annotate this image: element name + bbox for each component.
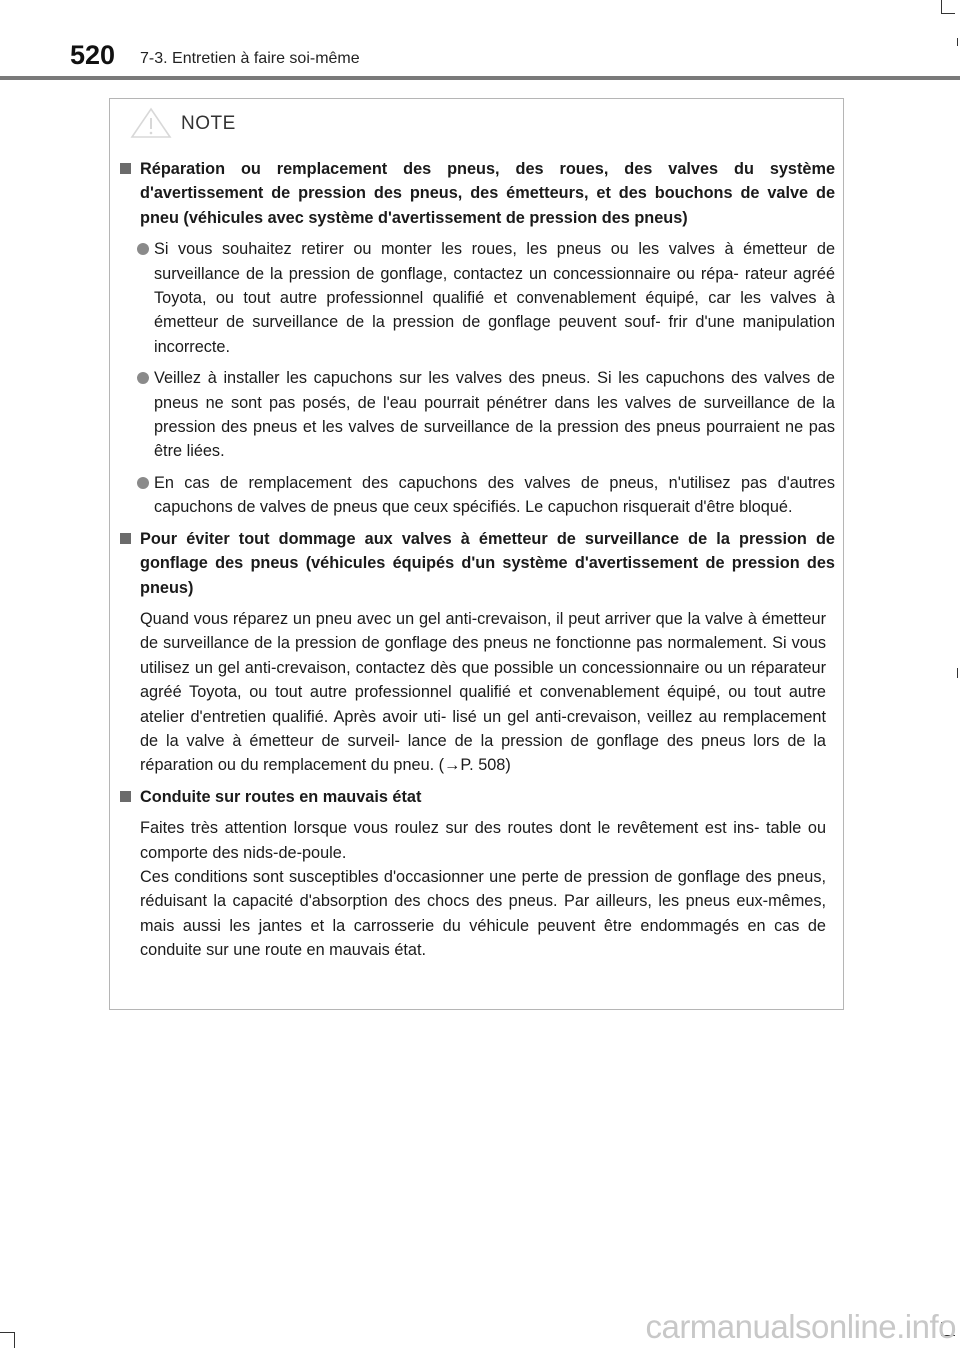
square-bullet-icon [120, 533, 131, 544]
page-number: 520 [70, 40, 116, 70]
heading-text: Conduite sur routes en mauvais état [140, 787, 422, 806]
bullet-text: Veillez à installer les capuchons sur les valves des pneus. Si les capuchons des valves de pneus ne sont pas posés, de l'eau pourrait pénétrer dans les valves de surveillance de la pression des pneus et les valves de surveillance de la pression des pneus pourraient ne pas être liées. [154, 369, 835, 461]
section-title: 7-3. Entretien à faire soi-même [140, 50, 360, 67]
crop-mark [941, 13, 955, 14]
watermark: carmanualsonline.info [645, 1308, 956, 1345]
round-bullet-icon [137, 372, 149, 384]
list-item [110, 366, 835, 464]
heading-text: Réparation ou remplacement des pneus, des roues, des valves du système d'avertissement de pression des pneus, des émetteurs, et des bouchons de valve de pneu (véhicules avec système d'avertissement de pression des pneus) [140, 160, 835, 227]
section-body: Quand vous réparez un pneu avec un gel anti-crevaison, il peut arriver que la valve à émetteur de surveillance de la pression de gonflage des pneus ne fonctionne pas normalement. Si vous utilisez un gel anti-crevaison, contactez dès que possible un concessionnaire ou un réparateur agréé Toyota, ou tout autre professionnel qualifié et convenablement équipé, ou tout autre atelier d'entretien qualifié. Après avoir uti- lisé un gel anti-crevaison, veillez au remplacement de la valve à émetteur de surveil- lance de la pression de gonflage des pneus lors de la réparation ou du remplacement du pneu. (→P. 508) [140, 609, 826, 775]
note-content [110, 157, 843, 963]
crop-mark [957, 668, 958, 678]
crop-mark [957, 38, 958, 46]
section-heading-tire-repair [115, 157, 835, 230]
square-bullet-icon [120, 791, 131, 802]
heading-text: Pour éviter tout dommage aux valves à émetteur de surveillance de la pression de gonflage des pneus (véhicules équipés d'un système d'avertissement de pression des pneus) [140, 529, 835, 597]
square-bullet-icon [120, 163, 131, 174]
bullet-text: En cas de remplacement des capuchons des valves de pneus, n'utilisez pas d'autres capuchons de valves de pneus que ceux spécifiés. Le capuchon risquerait d'être bloqué. [154, 473, 835, 517]
round-bullet-icon [137, 243, 149, 255]
body-line: Ces conditions sont susceptibles d'occasionner une perte de pression de gonflage des pneus, réduisant la capacité d'absorption des chocs des pneus. Par ailleurs, les pneus eux-mêmes, mais aussi les jantes et la carrosserie du véhicule peuvent être endommagés en cas de conduite sur une route en mauvais état. [140, 867, 826, 960]
section-heading-rough-roads [115, 785, 835, 809]
note-header [129, 107, 329, 139]
section-body [115, 816, 826, 962]
crop-mark [0, 1332, 14, 1333]
bullet-text: Si vous souhaitez retirer ou monter les roues, les pneus ou les valves à émetteur de surveillance de la pression de gonflage, contactez un concessionnaire ou répa- rateur agréé Toyota, ou tout autre professionnel qualifié et convenablement équipé, car les valves à émetteur de surveillance de la pression de gonflage peuvent souf- frir d'une manipulation incorrecte. [154, 240, 835, 356]
note-label: NOTE [181, 113, 236, 134]
header-rule [0, 76, 960, 80]
list-item [110, 471, 835, 520]
round-bullet-icon [137, 477, 149, 489]
crop-mark [941, 0, 942, 14]
warning-triangle-icon [129, 107, 173, 139]
body-line: Faites très attention lorsque vous roulez sur des routes dont le revêtement est ins- table ou comporte des nids-de-poule. [140, 819, 826, 862]
note-box [109, 98, 844, 1010]
section-heading-valve-damage [115, 527, 835, 600]
crop-mark [14, 1332, 15, 1348]
list-item [110, 237, 835, 359]
